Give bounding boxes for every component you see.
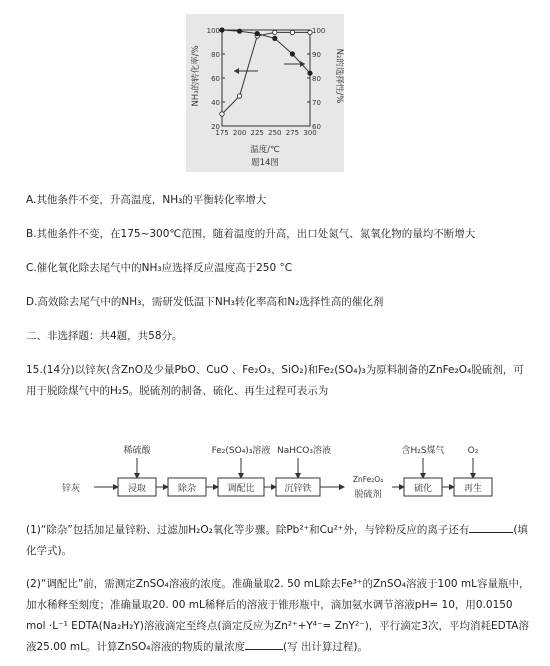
q15-part2 [26,574,534,658]
data-point [237,29,241,33]
flow-box-sulfidize-label: 硫化 [413,484,433,494]
series-line-1 [222,32,310,114]
data-point [290,52,294,56]
flow-start-label: 锌灰 [62,484,81,494]
series-line-2 [222,30,310,73]
left-tick-label: 60 [211,75,220,83]
left-tick-label: 100 [206,27,220,35]
right-tick-label: 80 [312,75,321,83]
x-tick-label: 225 [250,129,264,137]
chart [186,14,344,172]
x-tick-label: 300 [303,129,317,137]
data-point [308,71,312,75]
data-point [290,30,294,34]
left-tick-label: 40 [211,99,220,107]
data-point [273,30,277,34]
reagent-iron-sulfate: Fe₂(SO₄)₃溶液 [211,446,271,456]
answer-blank-1[interactable] [469,522,513,533]
data-point [237,94,241,98]
plot-frame [222,30,310,126]
flow-product-name: 脱硫剂 [354,490,382,500]
reagent-h2s-gas: 含H₂S煤气 [401,446,445,456]
q15-part2-tail: (写 出计算过程)。 [282,641,368,653]
left-tick-label: 20 [211,123,220,131]
q15-part1-tail: (填化学式)。 [26,524,528,557]
q15-part1-text: (1)“除杂”包括加足量锌粉、过滤加H₂O₂氧化等步骤。除Pb²⁺和Cu²⁺外，与锌粉反应的离子还有 [26,524,470,536]
data-point [220,112,224,116]
data-point [273,36,277,40]
process-flowchart [60,440,500,502]
reagent-oxygen: O₂ [467,446,479,456]
data-point [220,28,224,32]
flow-box-precipitate-label: 沉锌铁 [284,484,312,494]
answer-blank-2[interactable] [245,639,283,650]
right-tick-label: 100 [312,27,326,35]
section-heading: 二、非选择题：共4题，共58分。 [26,330,183,342]
right-tick-label: 60 [312,123,321,131]
x-tick-label: 275 [285,129,300,137]
option-c: C.催化氧化除去尾气中的NH₃应选择反应温度高于250 °C [26,262,293,274]
reagent-sodium-bicarbonate: NaHCO₃溶液 [277,446,331,456]
figure-caption: 题14图 [251,158,279,168]
option-d: D.高效除去尾气中的NH₃，需研发低温下NH₃转化率高和N₂选择性高的催化剂 [26,296,384,308]
flow-box-regenerate-label: 再生 [463,484,483,494]
q15-intro: 15.(14分)以锌灰(含ZnO及少量PbO、CuO 、Fe₂O₃、SiO₂)和Fe₂(SO₄)₃为原料制备的ZnFe₂O₄脱硫剂，可用于脱除煤气中的H₂S。脱硫剂的制备、硫化、再生过程可表示为 [26,364,524,397]
y-axis-label-left: NH₃的转化率/% [191,45,201,107]
reagent-dilute-sulfuric-acid: 稀硫酸 [123,446,151,456]
flow-box-purify-label: 除杂 [177,484,197,494]
flow-box-leach-label: 浸取 [127,484,147,494]
left-arrowhead [234,68,239,74]
data-point [308,30,312,34]
flow-product-formula: ZnFe₂O₄ [352,475,384,484]
q15-part2-text: (2)“调配比”前，需测定ZnSO₄溶液的浓度。准确量取2. 50 mL除去Fe³⁺的ZnSO₄溶液于100 mL容量瓶中，加水稀释至刻度；准确量取20. 00 mL稀释后的溶液于锥形瓶中，滴加氨水调节溶液pH= 10，用0.0150 mol ·L⁻¹ EDTA(Na₂H₂Y)溶液滴定至终点(滴定反应为Zn²⁺+Y⁴⁻= ZnY²⁻)，平行滴定3次，平均消耗EDTA溶液25.00 mL。计算ZnSO₄溶液的物质的量浓度 [26,578,530,653]
x-tick-label: 250 [268,129,282,137]
option-a: A.其他条件不变，升高温度，NH₃的平衡转化率增大 [26,194,267,206]
right-arrowhead [300,61,305,67]
right-tick-label: 90 [312,51,321,59]
data-point [255,31,259,35]
figure-photo [186,14,344,172]
left-tick-label: 80 [211,51,220,59]
x-axis-label: 温度/℃ [250,145,280,155]
x-tick-label: 200 [232,129,247,137]
y-axis-label-right: N₂的选择性/% [334,48,344,104]
q15-part1 [26,520,534,562]
right-tick-label: 70 [312,99,321,107]
flow-box-adjust-label: 调配比 [227,484,255,494]
x-tick-label: 175 [215,129,229,137]
option-b: B.其他条件不变，在175~300℃范围，随着温度的升高，出口处氮气、氮氧化物的量均不断增大 [26,228,476,240]
